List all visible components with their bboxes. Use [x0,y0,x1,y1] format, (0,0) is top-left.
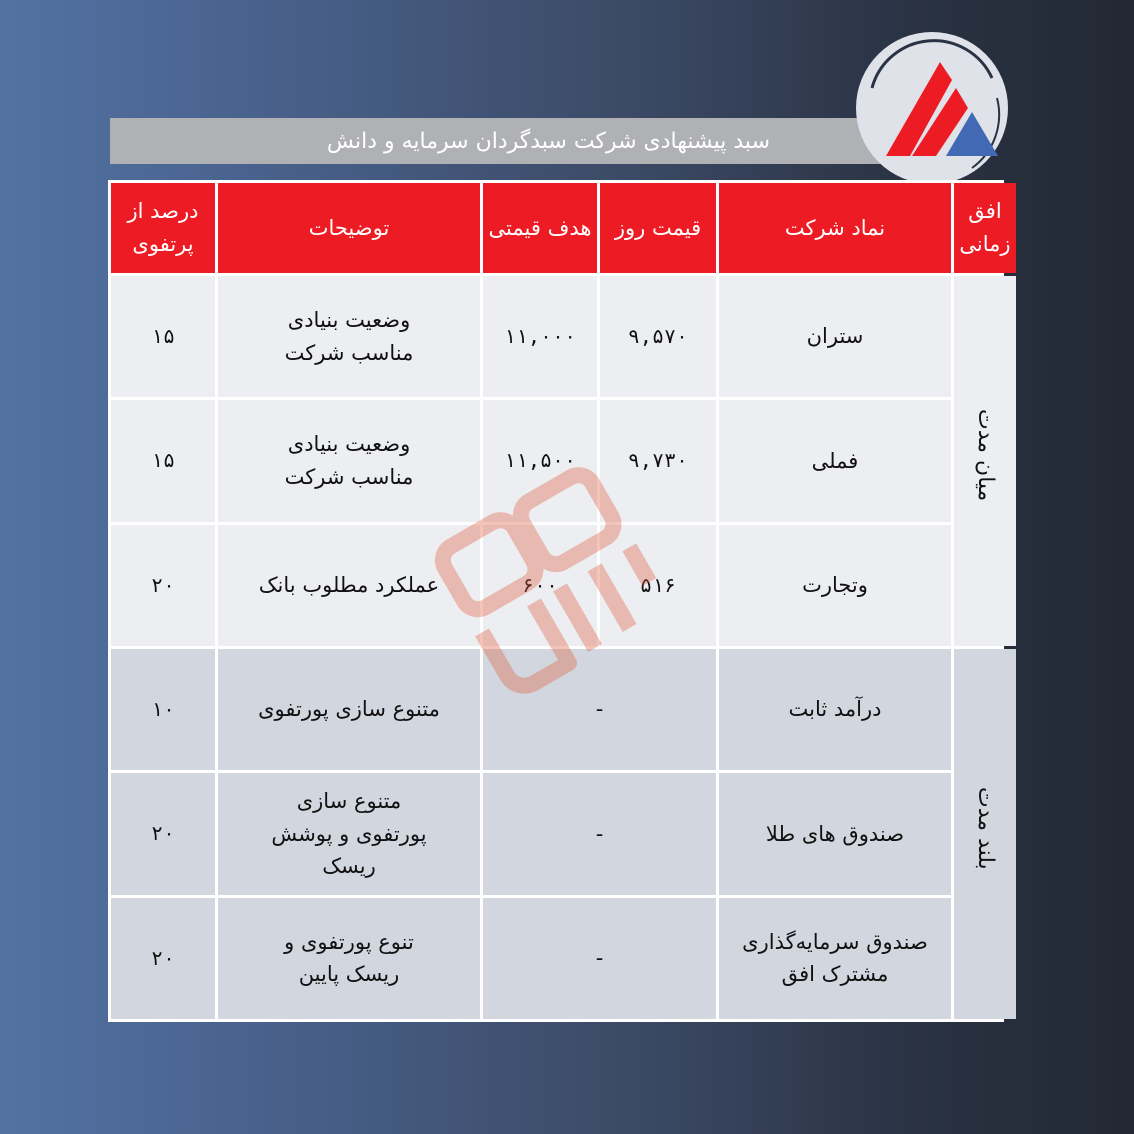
header-target: هدف قیمتی [483,183,597,273]
table-row [111,525,1016,646]
price-target-cell: - [483,898,716,1019]
table-row [111,773,1016,894]
percent-cell: ۱۵ [111,276,215,397]
desc-cell: عملکرد مطلوب بانک [218,525,480,646]
percent-cell: ۱۰ [111,649,215,770]
price-cell: ۹,۵۷۰ [600,276,716,397]
percent-cell: ۱۵ [111,400,215,521]
price-cell: ۵۱۶ [600,525,716,646]
triangle-logo-icon [852,28,1012,188]
desc-cell: تنوع پورتفوی و ریسک پایین [218,898,480,1019]
horizon-cell: بلند مدت [954,649,1016,1019]
table-row [111,400,1016,521]
target-cell: ۱۱,۰۰۰ [483,276,597,397]
symbol-cell: وتجارت [719,525,951,646]
price-target-cell: - [483,773,716,894]
target-cell: ۱۱,۵۰۰ [483,400,597,521]
table-row [111,649,1016,770]
symbol-cell: درآمد ثابت [719,649,951,770]
header-price: قیمت روز [600,183,716,273]
percent-cell: ۲۰ [111,898,215,1019]
desc-cell: وضعیت بنیادی مناسب شرکت [218,276,480,397]
title-text: سبد پیشنهادی شرکت سبدگردان سرمایه و دانش [326,128,770,154]
header-row [111,183,1016,273]
desc-cell: وضعیت بنیادی مناسب شرکت [218,400,480,521]
table-row [111,276,1016,397]
header-desc: توضیحات [218,183,480,273]
price-cell: ۹,۷۳۰ [600,400,716,521]
header-percent: درصد از پرتفوی [111,183,215,273]
symbol-cell: صندوق سرمایه‌گذاری مشترک افق [719,898,951,1019]
portfolio-table [108,180,1011,1022]
desc-cell: متنوع سازی پورتفوی [218,649,480,770]
symbol-cell: صندوق های طلا [719,773,951,894]
header-symbol: نماد شرکت [719,183,951,273]
header-horizon: افق زمانی [954,183,1016,273]
table-row [111,898,1016,1019]
price-target-cell: - [483,649,716,770]
percent-cell: ۲۰ [111,773,215,894]
percent-cell: ۲۰ [111,525,215,646]
desc-cell: متنوع سازی پورتفوی و پوشش ریسک [218,773,480,894]
target-cell: ۶۰۰ [483,525,597,646]
symbol-cell: ستران [719,276,951,397]
page-title [110,118,900,164]
symbol-cell: فملی [719,400,951,521]
horizon-cell: میان مدت [954,276,1016,646]
